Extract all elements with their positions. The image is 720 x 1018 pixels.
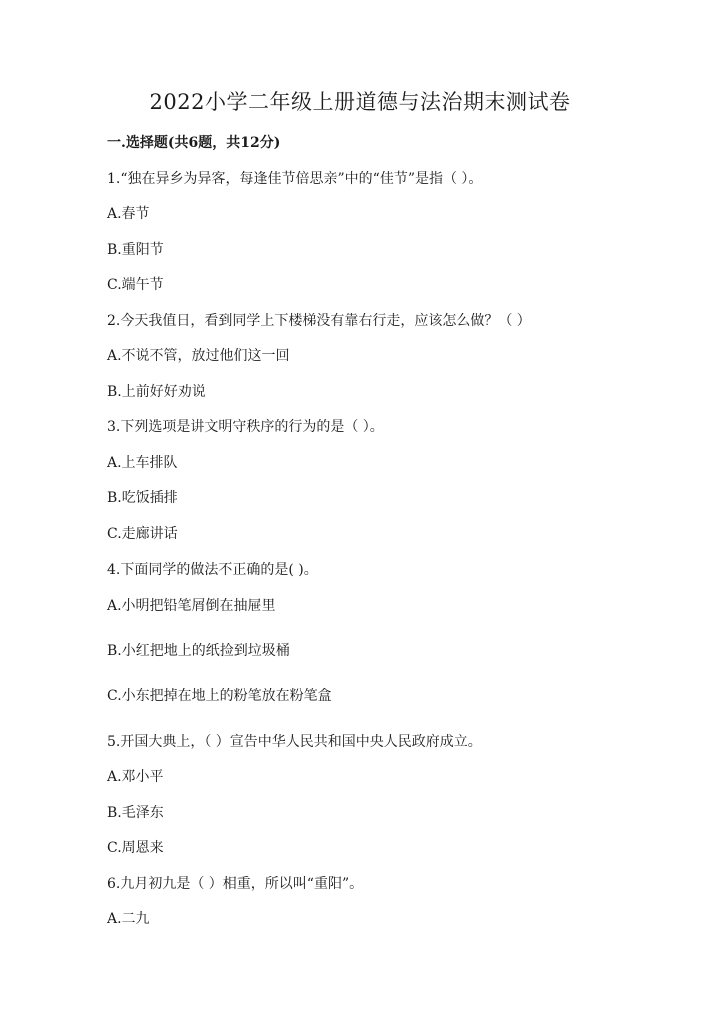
question-3-option-a: A.上车排队 bbox=[107, 455, 178, 471]
question-2-stem: 2.今天我值日，看到同学上下楼梯没有靠右行走，应该怎么做？（ ） bbox=[107, 313, 531, 329]
question-3-option-b: B.吃饭插排 bbox=[107, 490, 178, 506]
question-6-option-a: A.二九 bbox=[107, 911, 150, 927]
question-6-stem: 6.九月初九是（ ）相重，所以叫“重阳”。 bbox=[107, 876, 364, 892]
question-3-option-c: C.走廊讲话 bbox=[107, 526, 178, 542]
question-2-option-b: B.上前好好劝说 bbox=[107, 384, 206, 400]
section-heading: 一.选择题(共6题，共12分) bbox=[107, 135, 281, 151]
question-1-option-c: C.端午节 bbox=[107, 277, 164, 293]
question-4-option-b: B.小红把地上的纸捡到垃圾桶 bbox=[107, 643, 290, 659]
question-5-option-b: B.毛泽东 bbox=[107, 805, 164, 821]
question-3-stem: 3.下列选项是讲文明守秩序的行为的是（ ）。 bbox=[107, 419, 384, 435]
question-5-option-c: C.周恩来 bbox=[107, 840, 164, 856]
question-4-option-a: A.小明把铅笔屑倒在抽屉里 bbox=[107, 598, 276, 614]
question-4-option-c: C.小东把掉在地上的粉笔放在粉笔盒 bbox=[107, 688, 332, 704]
question-4-stem: 4.下面同学的做法不正确的是( )。 bbox=[107, 562, 318, 578]
question-1-stem: 1.“独在异乡为异客，每逢佳节倍思亲”中的“佳节”是指（ ）。 bbox=[107, 171, 483, 187]
question-5-stem: 5.开国大典上，（ ）宣告中华人民共和国中央人民政府成立。 bbox=[107, 734, 482, 750]
page-title: 2022小学二年级上册道德与法治期末测试卷 bbox=[149, 90, 571, 114]
question-2-option-a: A.不说不管，放过他们这一回 bbox=[107, 348, 290, 364]
question-1-option-a: A.春节 bbox=[107, 206, 150, 222]
question-5-option-a: A.邓小平 bbox=[107, 769, 164, 785]
question-1-option-b: B.重阳节 bbox=[107, 242, 164, 258]
